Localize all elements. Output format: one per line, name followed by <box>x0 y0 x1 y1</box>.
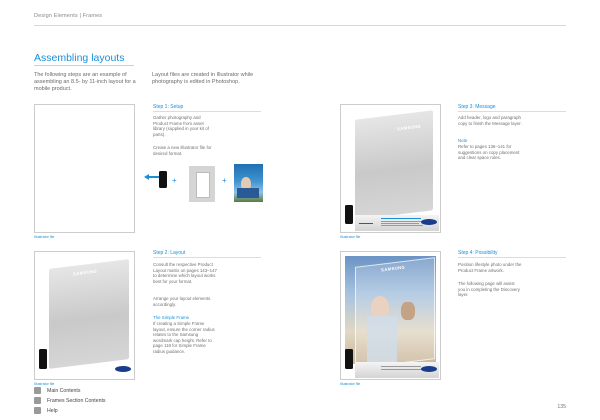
step2-paragraph-3: If creating a Simple Frame layout, ensure the corner radius relates to the Samsung wordmark cap height. Refer to page 118 for Simple Frame radius guidance. <box>153 321 215 354</box>
step3-artboard-caption: Illustrator file <box>340 235 361 239</box>
step1-artboard <box>34 104 135 233</box>
step3-rule <box>458 111 566 112</box>
step2-paragraph-1: Consult the respective Product Layout matrix on pages 143–147 to determine which layout works best for your format. <box>153 262 217 284</box>
footer-link-label: Frames Section Contents <box>47 397 106 404</box>
lifestyle-photo-thumbnail <box>234 164 263 202</box>
product-frame-thumbnail <box>189 166 215 202</box>
title-underline <box>34 65 134 66</box>
step2-product-frame <box>49 259 129 369</box>
step2-artboard <box>34 251 135 380</box>
plus-icon-1: + <box>172 176 177 185</box>
step1-artboard-caption: Illustrator file <box>34 235 55 239</box>
step4-phone <box>345 349 353 369</box>
step2-phone <box>39 349 47 369</box>
step4-heading: Step 4: Possibility <box>458 250 498 256</box>
step3-artboard <box>340 104 441 233</box>
footer-link-main-contents[interactable] <box>34 387 80 394</box>
intro-right: Layout files are created in Illustrator while photography is edited in Photoshop. <box>152 72 254 86</box>
step4-artboard-caption: Illustrator file <box>340 382 361 386</box>
step3-samsung-logo <box>421 219 437 225</box>
section-contents-icon <box>34 397 41 404</box>
step2-heading: Step 2: Layout <box>153 250 186 256</box>
step3-note: Refer to pages 136–141 for suggestions on copy placement and clear space rules. <box>458 144 520 161</box>
step2-paragraph-2: Arrange your layout elements accordingly. <box>153 296 211 307</box>
contents-icon <box>34 387 41 394</box>
footer-link-label: Help <box>47 407 58 414</box>
page-number: 135 <box>557 404 566 410</box>
step4-paragraph-1: Position lifestyle photo under the Product Frame artwork. <box>458 262 522 273</box>
step2-samsung-logo <box>115 366 131 372</box>
step3-heading: Step 3: Message <box>458 104 496 110</box>
step4-artboard <box>340 251 441 380</box>
step4-frame-wordmark: SAMSUNG <box>380 264 406 273</box>
step2-frame-wordmark: SAMSUNG <box>72 268 98 277</box>
step4-samsung-logo <box>421 366 437 372</box>
step3-phone <box>345 205 353 224</box>
step3-frame-wordmark: SAMSUNG <box>396 123 422 132</box>
step4-paragraph-2: The following page will assist you in completing the Discovery layer. <box>458 281 520 298</box>
step2-rule <box>153 257 261 258</box>
step1-paragraph-2: Create a new Illustrator file for desired format. <box>153 145 212 156</box>
step4-frame-outline <box>355 257 435 369</box>
header-divider <box>34 25 566 26</box>
step2-artboard-caption: Illustrator file <box>34 382 55 386</box>
step3-paragraph-1: Add header, logo and paragraph copy to finish the Message layer. <box>458 115 522 126</box>
intro-left: The following steps are an example of assembling an 8.5- by 11-inch layout for a mobile product. <box>34 72 136 93</box>
footer-link-frames-contents[interactable] <box>34 397 106 404</box>
step1-rule <box>153 111 261 112</box>
product-phone-thumbnail <box>159 171 167 188</box>
step2-subheading: The Simple Frame <box>153 315 190 320</box>
step4-rule <box>458 257 566 258</box>
breadcrumb: Design Elements | Frames <box>34 13 103 19</box>
help-icon <box>34 407 41 414</box>
step3-note-label: Note <box>458 138 468 143</box>
page-title: Assembling layouts <box>34 52 125 64</box>
footer-link-help[interactable] <box>34 407 58 414</box>
arrow-head <box>144 174 156 180</box>
step1-paragraph-1: Gather photography and Product Frame from asset library (supplied in your kit of parts). <box>153 115 209 137</box>
step1-heading: Step 1: Setup <box>153 104 184 110</box>
plus-icon-2: + <box>222 176 227 185</box>
footer-link-label: Main Contents <box>47 387 81 394</box>
